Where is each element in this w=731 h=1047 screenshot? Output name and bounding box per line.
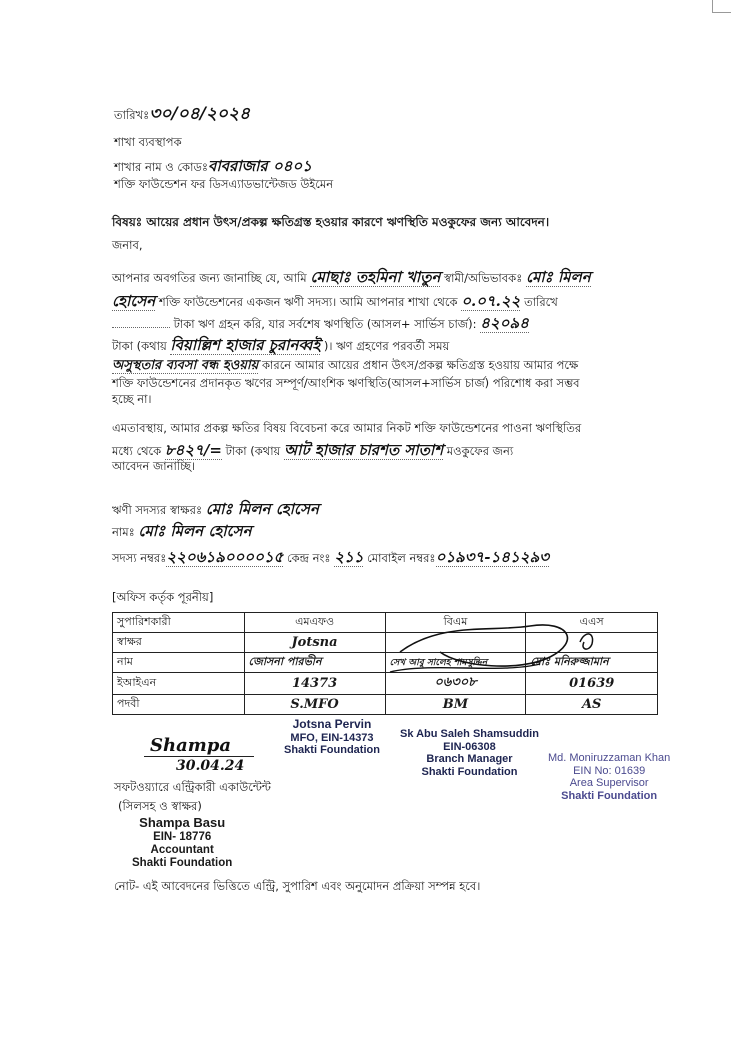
loan-balance-words: বিয়াল্লিশ হাজার চুরানব্বই [170,336,321,354]
table-cell: এএস [526,613,658,633]
accountant-line2: (সিলসহ ও স্বাক্ষর) [118,799,202,813]
signature-scribbles [380,612,680,702]
addressee-line1: শাখা ব্যবস্থাপক [114,135,182,149]
addressee-line3: শক্তি ফাউন্ডেশন ফর ডিসএ্যাডভান্টেজড উইমেন [114,177,334,191]
stamp-line: Area Supervisor [569,777,649,790]
stamp-line: Shakti Foundation [421,765,518,778]
para1-text-5: টাকা ঋণ গ্রহন করি, যার সর্বশেষ ঋণস্থিতি (আসল+ সার্ভিস চার্জ): [173,317,477,331]
stamp-line: EIN-06308 [443,740,496,753]
table-cell: 14373 [244,673,385,695]
member-no: ২২০৬১৯০০০০১৫ [166,548,284,566]
loan-balance: ৪২০৯৪ [480,314,529,332]
stamp-line: Branch Manager [426,753,513,766]
para1-line6: শক্তি ফাউন্ডেশনের প্রদানকৃত ঋণের সম্পূর্ণ/আংশিক ঋণস্থিতি(আসল+সার্ভিস চার্জ) পরিশোধ করা সম্ভব [112,376,580,390]
table-cell: Jotsna [244,633,385,653]
accountant-signature: Shampa [150,735,232,756]
member-signature: মোঃ মিলন হোসেন [205,500,319,518]
table-cell: BM [385,695,526,715]
table-cell: স্বাক্ষর [113,633,245,653]
para1-line7: হচ্ছে না। [112,392,152,406]
guardian-name: মোঃ মিলন [525,268,591,286]
addressee-line2 [114,157,312,175]
guardian-name-2: হোসেন [112,292,156,310]
accountant-line1: সফটওয়্যারে এন্ট্রিকারী একাউন্টেন্ট [114,780,271,794]
applicant-name: মোছাঃ তহমিনা খাতুন [310,268,441,286]
table-cell: ইআইএন [113,673,245,695]
table-cell: S.MFO [244,695,385,715]
member-name-label: নামঃ [112,525,135,539]
stamp-line: Shampa Basu [139,815,226,830]
para1-text-3: শক্তি ফাউন্ডেশনের একজন ঋণী সদস্য। আমি আপনার শাখা থেকে [158,295,458,309]
para1-text-8: কারনে আমার আয়ের প্রধান উৎস/প্রকল্প ক্ষতিগ্রস্ত হওয়ায় আমার পক্ষে [261,358,579,372]
waiver-amount-words: আট হাজার চারশত সাতাশ [283,441,444,459]
table-cell: এমএফও [244,613,385,633]
center-label: কেন্দ্র নংঃ [286,551,331,565]
salutation: জনাব, [112,238,143,252]
date-value: ৩০/০৪/২০২৪ [149,104,251,124]
subject: বিষয়ঃ আয়ের প্রধান উৎস/প্রকল্প ক্ষতিগ্রস্ত হওয়ার কারণে ঋণস্থিতি মওকুফের জন্য আবেদন। [112,215,550,229]
table-cell: নাম [113,653,245,673]
date-line [114,104,250,124]
para2-line2 [112,441,513,459]
mobile-label: মোবাইল নম্বরঃ [367,551,436,565]
branch-label: শাখার নাম ও কোডঃ [114,160,209,174]
para2-line3: আবেদন জানাচ্ছি। [112,459,196,473]
table-cell: বিএম [385,613,526,633]
member-number-line [112,548,549,566]
para2-line1: এমতাবস্থায়, আমার প্রকল্প ক্ষতির বিষয় বিবেচনা করে আমার নিকট শক্তি ফাউন্ডেশনের পাওনা ঋণস্থিতির [112,421,582,435]
stamp-line: Accountant [150,844,214,857]
mobile-no: ০১৯৩৭-১৪১২৯৩ [435,548,549,566]
para1-text-4: তারিখে [524,295,558,309]
branch-value: বাবরাজার ০৪০১ [208,157,312,175]
bm-stamp [400,728,539,779]
stamp-line: EIN No: 01639 [573,764,646,777]
stamp-line: Sk Abu Saleh Shamsuddin [400,728,539,740]
member-signature-label: ঋণী সদস্যর স্বাক্ষরঃ [112,503,203,517]
signature-underline [144,756,254,757]
loss-reason: অসুস্থতার ব্যবসা বন্ধ হওয়ায় [112,358,259,373]
table-cell: ০৬৩০৮ [385,673,526,695]
accountant-stamp [132,816,232,871]
office-use-label: [অফিস কর্তৃক পূরনীয়] [112,590,214,604]
stamp-line: Md. Moniruzzaman Khan [548,752,671,764]
table-cell: AS [526,695,658,715]
para1-line3 [112,314,529,332]
member-no-label: সদস্য নম্বরঃ [112,551,167,565]
para1-text-1: আপনার অবগতির জন্য জানাচ্ছি যে, আমি [112,271,307,285]
table-cell: মোঃ মনিরুজ্জামান [526,653,658,673]
stamp-line: EIN- 18776 [153,830,212,843]
para2-text-3: টাকা (কথায় [225,444,281,458]
date-label: তারিখঃ [114,108,150,122]
stamp-line: Shakti Foundation [284,744,380,757]
para2-text-4: মওকুফের জন্য [446,444,514,458]
table-cell: সুপারিশকারী [113,613,245,633]
para1-text-7: )। ঋণ গ্রহণের পরবর্তী সময় [323,339,450,353]
center-no: ২১১ [334,548,364,566]
stamp-line: Shakti Foundation [561,789,658,802]
table-cell: জোসনা পারভীন [244,653,385,673]
member-name: মোঃ মিলন হোসেন [138,522,252,540]
loan-date: ০.০৭.২২ [461,292,521,310]
para1-line1 [112,268,591,286]
page-corner-fold [712,0,731,13]
as-stamp [548,752,670,803]
stamp-line: MFO, EIN-14373 [290,731,374,744]
para1-line2 [112,292,558,310]
table-cell: 01639 [526,673,658,695]
accountant-sign-date: 30.04.24 [176,758,245,774]
stamp-line: Jotsna Pervin [292,717,372,731]
table-cell: পদবী [113,695,245,715]
member-name-line [112,522,252,540]
footer-note: নোট- এই আবেদনের ভিত্তিতে এন্ট্রি, সুপারিশ এবং অনুমোদন প্রক্রিয়া সম্পন্ন হবে। [114,879,481,893]
para2-text-2: মধ্যে থেকে [112,444,162,458]
para1-text-6: টাকা (কথায় [112,339,167,353]
stamp-line: Shakti Foundation [132,857,233,870]
para1-line5 [112,358,578,374]
waiver-amount: ৮৪২৭/= [164,441,222,459]
para1-text-2: স্বামী/অভিভাবকঃ [444,271,523,285]
member-signature-line [112,500,319,518]
mfo-stamp [284,718,380,757]
para1-line4 [112,336,449,354]
table-cell: সেখ আবু সালেহ শামসুদ্দিন [385,653,526,673]
